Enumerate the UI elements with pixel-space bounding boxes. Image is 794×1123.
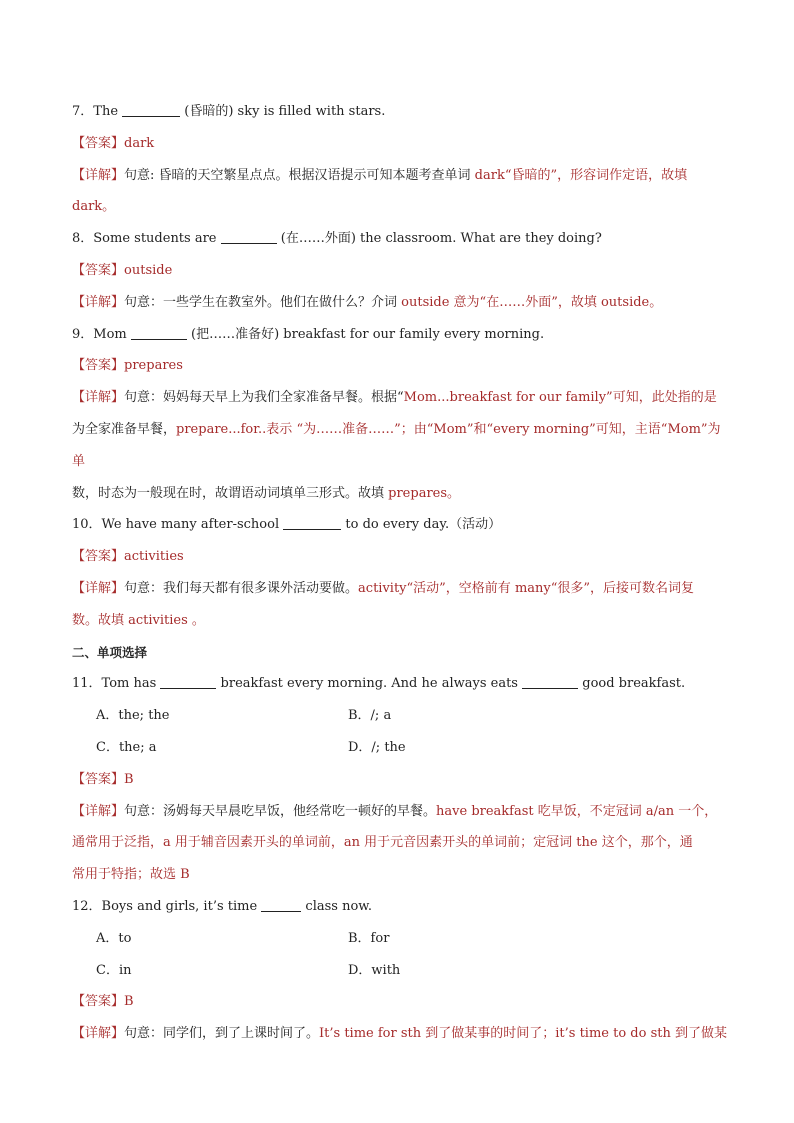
answer-label: 【答案】 <box>72 135 125 151</box>
answer-blank <box>131 325 187 340</box>
question-8-stem: 8．Some students are <box>72 231 221 247</box>
question-7-stem: 7．The <box>72 104 123 119</box>
question-8-stem-end: (在……外面) the classroom. What are they doing? <box>276 231 602 247</box>
explanation-text: 为全家准备早餐， <box>72 421 177 437</box>
question-12-stem: 12．Boys and girls, it’s time <box>72 898 262 914</box>
question-11 <box>72 668 732 700</box>
explanation-highlight: It’s time for sth 到了做某事的时间了；it’s time to do sth 到了做某 <box>319 1026 727 1042</box>
answer-blank <box>160 674 216 689</box>
explanation-text: 句意：一些学生在教室外。他们在做什么？介词 <box>124 294 402 310</box>
explanation-text: 句意: 昏暗的天空繁星点点。根据汉语提示可知本题考查单词 <box>124 167 475 183</box>
option-d[interactable]: D．with <box>348 962 401 978</box>
question-7 <box>72 96 732 128</box>
options-row <box>72 923 732 955</box>
explanation-highlight: Mom...breakfast for our family”可知，此处指的是 <box>403 390 717 406</box>
question-9-stem: 9．Mom <box>72 326 131 342</box>
answer-blank <box>522 674 578 689</box>
answer-label: 【答案】 <box>72 358 125 374</box>
explanation-label: 【详解】 <box>72 294 125 310</box>
answer-value: prepares <box>124 358 183 374</box>
question-10-stem-end: to do every day.（活动） <box>341 517 502 533</box>
question-11-stem-mid: breakfast every morning. And he always eats <box>216 676 523 692</box>
explanation-9 <box>72 382 732 509</box>
answer-7 <box>72 128 732 160</box>
option-d[interactable]: D．/; the <box>348 739 406 755</box>
answer-blank <box>261 897 301 912</box>
options-row <box>72 700 732 732</box>
option-c[interactable]: C．in <box>96 962 132 978</box>
explanation-highlight: outside 意为“在……外面”，故填 outside。 <box>401 294 663 310</box>
explanation-label: 【详解】 <box>72 167 125 183</box>
answer-blank <box>122 102 180 117</box>
question-8 <box>72 223 732 255</box>
question-11-stem-end: good breakfast. <box>578 676 686 692</box>
answer-value: dark <box>124 135 155 151</box>
explanation-highlight: 通常用于泛指，a 用于辅音因素开头的单词前，an 用于元音因素开头的单词前；定冠词 the 这个，那个，通 <box>72 835 693 851</box>
explanation-label: 【详解】 <box>72 1026 125 1042</box>
answer-11 <box>72 764 732 796</box>
explanation-text: 数，时态为一般现在时，故谓语动词填单三形式。故填 <box>72 485 389 501</box>
option-b[interactable]: B．/; a <box>348 708 392 724</box>
explanation-highlight: dark。 <box>72 199 116 215</box>
answer-value: outside <box>124 262 173 278</box>
explanation-highlight: 常用于特指；故选 B <box>72 867 190 883</box>
answer-label: 【答案】 <box>72 994 125 1010</box>
explanation-highlight: dark“昏暗的”，形容词作定语，故填 <box>474 167 688 183</box>
explanation-text: 句意：妈妈每天早上为我们全家准备早餐。根据“ <box>124 390 404 406</box>
explanation-text: 句意：同学们，到了上课时间了。 <box>124 1026 320 1042</box>
explanation-highlight: have breakfast 吃早饭，不定冠词 a/an 一个， <box>436 803 718 819</box>
question-10 <box>72 509 732 541</box>
explanation-8 <box>72 287 732 319</box>
explanation-10 <box>72 573 732 637</box>
answer-8 <box>72 255 732 287</box>
question-7-stem-end: (昏暗的) sky is filled with stars. <box>180 104 386 119</box>
option-a[interactable]: A．the; the <box>96 708 170 724</box>
answer-value: B <box>124 771 134 787</box>
answer-label: 【答案】 <box>72 262 125 278</box>
answer-10 <box>72 541 732 573</box>
options-row <box>72 955 732 987</box>
section-heading: 二、单项选择 <box>72 644 148 660</box>
explanation-label: 【详解】 <box>72 580 125 596</box>
answer-blank <box>221 229 277 244</box>
answer-12 <box>72 986 732 1018</box>
answer-9 <box>72 350 732 382</box>
question-11-stem: 11．Tom has <box>72 676 161 692</box>
explanation-highlight: prepare...for..表示 “为……准备……”；由“Mom”和“every morning”可知，主语“Mom”为单 <box>72 421 721 469</box>
option-b[interactable]: B．for <box>348 930 390 946</box>
question-9 <box>72 319 732 351</box>
document-page <box>72 96 732 1050</box>
answer-label: 【答案】 <box>72 549 125 565</box>
answer-value: activities <box>124 549 184 565</box>
option-c[interactable]: C．the; a <box>96 739 157 755</box>
answer-blank <box>283 515 341 530</box>
answer-label: 【答案】 <box>72 771 125 787</box>
explanation-11 <box>72 796 732 891</box>
explanation-text: 句意：我们每天都有很多课外活动要做。 <box>124 580 359 596</box>
option-a[interactable]: A．to <box>96 930 132 946</box>
explanation-highlight: activity“活动”，空格前有 many“很多”，后接可数名词复 <box>358 580 695 596</box>
question-12 <box>72 891 732 923</box>
explanation-highlight: prepares。 <box>388 485 461 501</box>
explanation-12 <box>72 1018 732 1050</box>
explanation-label: 【详解】 <box>72 390 125 406</box>
question-9-stem-end: (把……准备好) breakfast for our family every morning. <box>186 326 545 342</box>
explanation-7 <box>72 160 732 224</box>
explanation-highlight: 数。故填 activities 。 <box>72 612 205 628</box>
question-12-stem-end: class now. <box>301 898 373 914</box>
options-row <box>72 732 732 764</box>
explanation-label: 【详解】 <box>72 803 125 819</box>
answer-value: B <box>124 994 134 1010</box>
question-10-stem: 10．We have many after-school <box>72 517 284 533</box>
explanation-text: 句意：汤姆每天早晨吃早饭，他经常吃一顿好的早餐。 <box>124 803 437 819</box>
